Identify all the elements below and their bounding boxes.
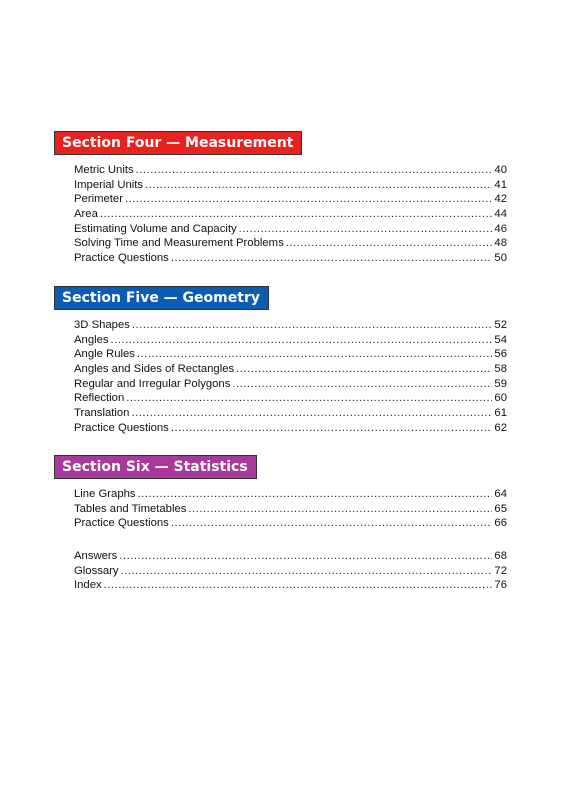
toc-entry-title: Answers	[74, 550, 118, 562]
dot-leader	[100, 207, 493, 222]
section-header-statistics: Section Six — Statistics	[54, 455, 257, 479]
toc-entry-page: 60	[494, 392, 507, 405]
toc-entry[interactable]	[74, 516, 507, 531]
dot-leader	[171, 516, 493, 531]
section-measurement	[54, 131, 512, 266]
dot-leader	[171, 251, 493, 266]
dot-leader	[236, 362, 492, 377]
toc-entry-title: Index	[74, 579, 102, 592]
toc-entry[interactable]	[74, 564, 507, 579]
section-geometry	[54, 286, 512, 436]
toc-entry-page: 54	[494, 333, 507, 346]
toc-entry-page: 59	[494, 377, 507, 390]
dot-leader	[104, 578, 493, 593]
toc-entry-page: 50	[494, 252, 507, 265]
dot-leader	[286, 236, 493, 251]
toc-entry-title: Metric Units	[74, 164, 134, 176]
toc-entry-title: Regular and Irregular Polygons	[74, 377, 231, 390]
toc-entry-title: Translation	[74, 407, 130, 420]
toc-entry-page: 65	[494, 502, 507, 515]
toc-entry-page: 44	[494, 208, 507, 221]
section-header-measurement: Section Four — Measurement	[54, 131, 302, 155]
toc-entry[interactable]	[74, 391, 507, 406]
dot-leader	[145, 178, 492, 193]
dot-leader	[239, 222, 493, 237]
toc-entry-page: 42	[494, 193, 507, 206]
dot-leader	[136, 163, 493, 178]
toc-entry-page: 46	[494, 222, 507, 235]
toc-entry-page: 48	[494, 237, 507, 250]
toc-entry-page: 58	[494, 363, 507, 376]
toc-entry-title: Perimeter	[74, 193, 123, 206]
toc-entry[interactable]	[74, 487, 507, 502]
toc-entry[interactable]	[74, 549, 507, 564]
dot-leader	[232, 377, 492, 392]
section-statistics	[54, 455, 512, 531]
toc-entry-title: Practice Questions	[74, 517, 169, 530]
toc-entry-title: Practice Questions	[74, 252, 169, 265]
toc-entry-page: 72	[494, 564, 507, 577]
toc-entry-title: Angles	[74, 333, 109, 346]
toc-entry-title: Area	[74, 208, 98, 221]
toc-entry-page: 76	[494, 579, 507, 592]
backmatter-entries	[74, 549, 507, 593]
toc-entry[interactable]	[74, 222, 507, 237]
toc-entry[interactable]	[74, 163, 507, 178]
toc-entry[interactable]	[74, 333, 507, 348]
dot-leader	[132, 318, 493, 333]
toc-entry[interactable]	[74, 318, 507, 333]
section-entries-measurement	[74, 163, 507, 266]
toc-entry-title: Imperial Units	[74, 178, 144, 191]
dot-leader	[111, 333, 493, 348]
toc-entry[interactable]	[74, 347, 507, 362]
toc-entry-page: 52	[494, 319, 507, 331]
toc-entry-title: Glossary	[74, 564, 119, 577]
toc-entry[interactable]	[74, 192, 507, 207]
toc-entry[interactable]	[74, 406, 507, 421]
section-entries-geometry	[74, 318, 507, 436]
section-header-geometry: Section Five — Geometry	[54, 286, 269, 310]
toc-entry[interactable]	[74, 207, 507, 222]
toc-entry[interactable]	[74, 178, 507, 193]
section-entries-statistics	[74, 487, 507, 531]
toc-entry-page: 41	[494, 178, 507, 191]
toc-entry-page: 66	[494, 517, 507, 530]
toc-entry[interactable]	[74, 236, 507, 251]
toc-entry-title: Angle Rules	[74, 348, 135, 361]
toc-entry-title: Reflection	[74, 392, 125, 405]
dot-leader	[119, 549, 492, 564]
toc-entry-title: Line Graphs	[74, 488, 136, 500]
toc-entry[interactable]	[74, 362, 507, 377]
dot-leader	[137, 347, 493, 362]
dot-leader	[125, 192, 492, 207]
dot-leader	[131, 406, 492, 421]
dot-leader	[126, 391, 492, 406]
toc-entry[interactable]	[74, 421, 507, 436]
toc-entry-page: 64	[494, 488, 507, 500]
dot-leader	[171, 421, 493, 436]
toc-entry-page: 62	[494, 421, 507, 434]
toc-entry-page: 56	[494, 348, 507, 361]
toc-entry-title: Solving Time and Measurement Problems	[74, 237, 284, 250]
toc-entry[interactable]	[74, 502, 507, 517]
dot-leader	[121, 564, 493, 579]
toc-entry-title: Tables and Timetables	[74, 502, 187, 515]
dot-leader	[138, 487, 493, 502]
toc-entry-page: 61	[494, 407, 507, 420]
toc-entry[interactable]	[74, 251, 507, 266]
toc-entry-page: 68	[494, 550, 507, 562]
toc-entry-title: 3D Shapes	[74, 319, 130, 331]
toc-entry[interactable]	[74, 578, 507, 593]
toc-entry-title: Estimating Volume and Capacity	[74, 222, 237, 235]
dot-leader	[188, 502, 492, 517]
toc-entry-title: Angles and Sides of Rectangles	[74, 363, 235, 376]
toc-entry[interactable]	[74, 377, 507, 392]
toc-entry-page: 40	[494, 164, 507, 176]
toc-entry-title: Practice Questions	[74, 421, 169, 434]
